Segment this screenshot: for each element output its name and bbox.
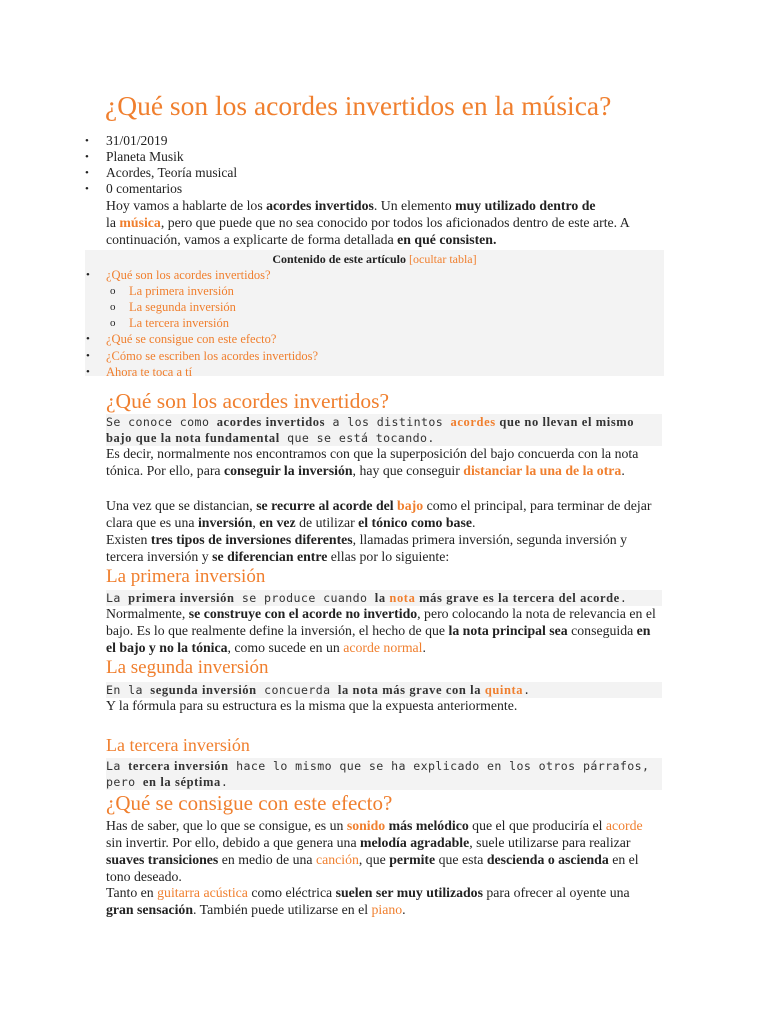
para-bold: en el bajo y no la tónica <box>106 623 651 655</box>
second-inversion-box <box>106 682 662 698</box>
para-text: conseguida <box>567 623 637 638</box>
para-text: de utilizar <box>295 515 359 530</box>
paragraph-una-vez <box>106 497 654 531</box>
para-text: . <box>471 515 476 530</box>
toc-item[interactable]: • ¿Qué son los acordes invertidos? <box>85 267 664 283</box>
para-text: Existen <box>106 532 151 547</box>
para-text: ellas por lo siguiente: <box>327 549 450 564</box>
intro-bold: acordes invertidos <box>266 198 374 213</box>
section-heading-second-inversion: La segunda inversión <box>106 657 269 678</box>
intro-bold: muy utilizado dentro de <box>455 198 596 213</box>
post-author[interactable]: • Planeta Musik <box>85 149 237 165</box>
para-bold: tres tipos de inversiones diferentes <box>150 532 353 547</box>
section-heading-what-are: ¿Qué son los acordes invertidos? <box>106 389 390 413</box>
table-of-contents <box>85 250 664 379</box>
box-bold: la nota más grave con la <box>337 683 485 697</box>
para-text: que esta <box>435 852 487 867</box>
para-text: sin invertir. Por ello, debido a que genera una <box>106 835 361 850</box>
box-bold: primera inversión <box>128 591 235 605</box>
box-text: . <box>220 775 229 789</box>
para-bold: se recurre al acorde del <box>256 498 398 513</box>
para-bold: en vez <box>259 515 296 530</box>
toc-subitem[interactable]: o La primera inversión <box>85 283 664 299</box>
para-text: , hay que conseguir <box>352 463 464 478</box>
toc-toggle-link[interactable]: [ocultar tabla] <box>409 252 477 266</box>
para-bold: suaves transiciones <box>106 852 219 867</box>
para-bold: gran sensación <box>106 902 194 917</box>
box-text: . <box>619 591 628 605</box>
toc-item[interactable]: • ¿Cómo se escriben los acordes invertidos? <box>85 348 664 364</box>
section-heading-first-inversion: La primera inversión <box>106 566 266 587</box>
third-inversion-box <box>106 758 662 790</box>
para-bold: más melódico <box>388 818 469 833</box>
toc-header <box>85 250 664 267</box>
box-bold: en la séptima <box>142 775 221 789</box>
section-heading-third-inversion: La tercera inversión <box>106 735 250 755</box>
para-text: . <box>621 463 625 478</box>
para-text: en medio de una <box>218 852 316 867</box>
box-bold: más grave es la tercera del acorde <box>415 591 620 605</box>
toc-heading: Contenido de este artículo <box>272 252 406 266</box>
musica-link[interactable]: música <box>119 215 161 230</box>
post-date: • 31/01/2019 <box>85 133 237 149</box>
intro-bold: en qué consisten. <box>397 232 497 247</box>
quinta-link[interactable]: quinta <box>484 683 524 697</box>
intro-paragraph <box>106 197 658 248</box>
para-text: , <box>252 515 260 530</box>
paragraph-existen <box>106 531 658 565</box>
acordes-link[interactable]: acordes <box>450 415 496 429</box>
para-text: para ofrecer al oyente una <box>482 885 630 900</box>
box-text: La <box>106 591 129 605</box>
para-bold: se construye con el acorde no invertido <box>188 606 418 621</box>
para-bold: el tónico como base <box>358 515 472 530</box>
paragraph-es-decir <box>106 445 654 479</box>
paragraph-normalmente <box>106 605 656 656</box>
para-bold: descienda o ascienda <box>486 852 609 867</box>
intro-text: Hoy vamos a hablarte de los <box>106 198 267 213</box>
para-bold-orange: distanciar la una de la otra <box>463 463 622 478</box>
para-text: , que <box>358 852 390 867</box>
guitarra-acustica-link[interactable]: guitarra acústica <box>157 885 248 900</box>
piano-link[interactable]: piano <box>371 902 403 917</box>
para-text: . <box>422 640 426 655</box>
intro-text: , pero que puede que no sea conocido por todos los aficionados dentro de este arte. A continuación, vamos a explicarte de forma detallada <box>106 215 630 247</box>
post-comment-count[interactable]: • 0 comentarios <box>85 181 237 197</box>
para-bold: suelen ser muy utilizados <box>335 885 483 900</box>
para-text: Tanto en <box>106 885 158 900</box>
box-text: . <box>523 683 531 697</box>
para-text: Es decir, normalmente nos encontramos con que la superposición del bajo concuerda con la nota tónica. Por ello, para <box>106 446 639 478</box>
acorde-link[interactable]: acorde <box>605 818 643 833</box>
para-bold: inversión <box>197 515 253 530</box>
box-bold: tercera inversión <box>128 759 229 773</box>
para-text: Normalmente, <box>106 606 189 621</box>
cancion-link[interactable]: canción <box>316 852 359 867</box>
para-bold: conseguir la inversión <box>224 463 353 478</box>
article-title: ¿Qué son los acordes invertidos en la música? <box>105 90 612 121</box>
para-bold: se diferencian entre <box>212 549 328 564</box>
box-text: hace lo mismo que se ha explicado en los otros párrafos, pero <box>106 759 650 789</box>
paragraph-tanto-en <box>106 884 654 918</box>
para-text: en el tono deseado. <box>106 852 639 884</box>
toc-subitem[interactable]: o La tercera inversión <box>85 315 664 331</box>
toc-item[interactable]: • Ahora te toca a tí <box>85 364 664 380</box>
box-bold: acordes invertidos <box>216 415 326 429</box>
paragraph-has-de-saber <box>106 817 654 885</box>
para-bold: permite <box>389 852 436 867</box>
section-heading-effect: ¿Qué se consigue con este efecto? <box>106 791 393 815</box>
para-text: . También puede utilizarse en el <box>193 902 372 917</box>
box-bold: que no llevan el mismo bajo que la nota fundamental <box>106 415 635 445</box>
bajo-link[interactable]: bajo <box>397 498 424 513</box>
box-text: En la <box>106 683 151 697</box>
para-text: como eléctrica <box>247 885 336 900</box>
paragraph-formula: Y la fórmula para su estructura es la misma que la expuesta anteriormente. <box>106 698 518 713</box>
post-meta-list <box>85 133 237 197</box>
box-text: que se está tocando. <box>279 431 435 445</box>
para-text: , como sucede en un <box>227 640 344 655</box>
para-text: , llamadas primera inversión, segunda inversión y tercera inversión y <box>106 532 628 564</box>
box-text: Se conoce como <box>106 415 217 429</box>
intro-text: . Un elemento <box>373 198 456 213</box>
para-bold: melodía agradable <box>360 835 470 850</box>
toc-list <box>85 267 664 380</box>
box-text: a los distintos <box>325 415 451 429</box>
para-text: Una vez que se distancian, <box>106 498 257 513</box>
para-text: , pero colocando la nota de relevancia en el bajo. Es lo que realmente define la inversión, el hecho de que <box>106 606 656 638</box>
sonido-link[interactable]: sonido <box>346 818 386 833</box>
toc-item[interactable]: • ¿Qué se consigue con este efecto? <box>85 331 664 347</box>
box-bold: segunda inversión <box>150 683 257 697</box>
para-bold: la nota principal sea <box>448 623 568 638</box>
para-text: . <box>402 902 406 917</box>
box-bold: la <box>374 591 390 605</box>
box-text: concuerda <box>256 683 338 697</box>
intro-text: la <box>106 215 120 230</box>
box-text: se produce cuando <box>234 591 375 605</box>
post-categories[interactable]: • Acordes, Teoría musical <box>85 165 237 181</box>
box-text: La <box>106 759 129 773</box>
nota-link[interactable]: nota <box>389 591 416 605</box>
first-inversion-box <box>106 590 662 606</box>
para-text: , suele utilizarse para realizar <box>469 835 631 850</box>
acorde-normal-link[interactable]: acorde normal <box>343 640 423 655</box>
toc-subitem[interactable]: o La segunda inversión <box>85 299 664 315</box>
para-text: que el que produciría el <box>468 818 606 833</box>
para-text: Has de saber, que lo que se consigue, es un <box>106 818 347 833</box>
definition-box <box>106 414 662 446</box>
para-text: como el principal, para terminar de dejar clara que es una <box>106 498 652 530</box>
